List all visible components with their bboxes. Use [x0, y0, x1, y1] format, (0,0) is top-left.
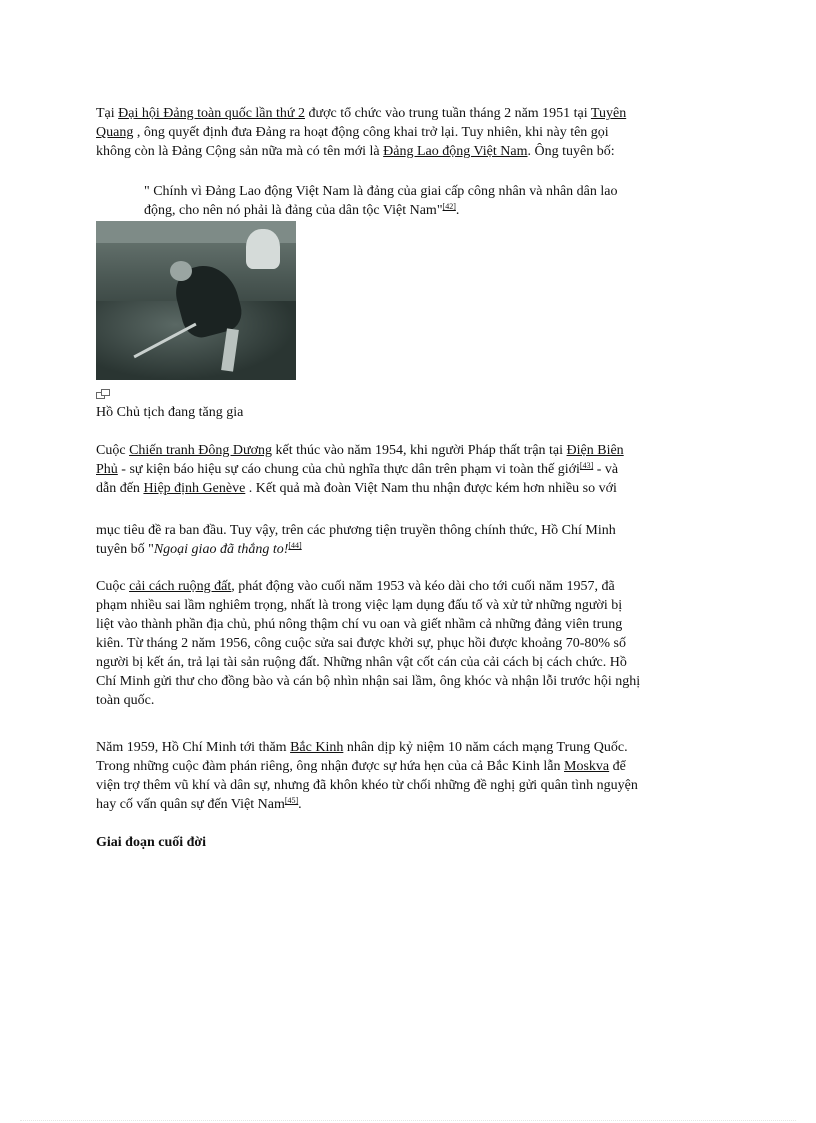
text-line: liệt vào thành phần địa chủ, phú nông thậm chí vu oan và giết nhầm cả những đảng viên trung [96, 617, 623, 632]
paragraph-congress [96, 104, 720, 161]
text-line: Năm 1959, Hồ Chí Minh tới thăm Bắc Kinh nhân dịp kỷ niệm 10 năm cách mạng Trung Quốc. [96, 740, 628, 755]
paragraph-beijing-visit [96, 738, 720, 814]
text-line: dẫn đến Hiệp định Genève . Kết quả mà đoàn Việt Nam thu nhận được kém hơn nhiều so với [96, 481, 617, 496]
enlarge-icon[interactable] [96, 389, 110, 399]
text-line: Chí Minh gửi thư cho đồng bào và cán bộ nhìn nhận sai lầm, ông khóc và nhận lỗi trước hội nghị [96, 674, 641, 689]
quote-block [144, 182, 704, 220]
text-line: Quang , ông quyết định đưa Đảng ra hoạt động công khai trở lại. Tuy nhiên, khi này tên gọi [96, 125, 609, 140]
text-line: tuyên bố "Ngoại giao đã thắng to![44] [96, 541, 302, 557]
text-line: không còn là Đảng Cộng sản nữa mà có tên mới là Đảng Lao động Việt Nam. Ông tuyên bố: [96, 144, 615, 159]
text-line: Trong những cuộc đàm phán riêng, ông nhận được sự hứa hẹn của cả Bắc Kinh lẫn Moskva để [96, 759, 626, 774]
footnote-42[interactable]: [42] [442, 202, 456, 211]
link-dien-bien-phu-cont[interactable]: Phủ [96, 462, 118, 477]
photo-caption: Hồ Chủ tịch đang tăng gia [96, 405, 244, 420]
quote-line: " Chính vì Đảng Lao động Việt Nam là đảng của giai cấp công nhân và nhân dân lao [144, 184, 618, 199]
text-line: kiên. Từ tháng 2 năm 1956, công cuộc sửa sai được khởi sự, phục hồi được khoảng 70-80% số [96, 636, 626, 651]
text-line: viện trợ thêm vũ khí và dân sự, nhưng đã khôn khéo từ chối những đề nghị gửi quân tình nguyện [96, 778, 638, 793]
section-heading: Giai đoạn cuối đời [96, 835, 207, 850]
photo-ho-chu-tich [96, 221, 296, 380]
text-line: mục tiêu đề ra ban đầu. Tuy vậy, trên các phương tiện truyền thông chính thức, Hồ Chí Minh [96, 523, 616, 538]
text-line: toàn quốc. [96, 693, 155, 708]
text-line: Tại Đại hội Đảng toàn quốc lần thứ 2 được tổ chức vào trung tuần tháng 2 năm 1951 tại Tuyên [96, 106, 627, 121]
text-line: hay cố vấn quân sự đến Việt Nam[45]. [96, 796, 302, 812]
link-bac-kinh[interactable]: Bắc Kinh [290, 740, 344, 755]
footnote-44[interactable]: [44] [288, 541, 302, 550]
link-cai-cach-ruong-dat[interactable]: cải cách ruộng đất [129, 579, 232, 594]
page-bottom-rule [20, 1120, 796, 1121]
paragraph-indochina-war [96, 441, 720, 498]
text-line: Cuộc cải cách ruộng đất, phát động vào cuối năm 1953 và kéo dài cho tới cuối năm 1957, đã [96, 579, 615, 594]
link-dien-bien-phu[interactable]: Điện Biên [566, 443, 624, 458]
link-chien-tranh-dong-duong[interactable]: Chiến tranh Đông Dương [129, 443, 272, 458]
link-hiep-dinh-geneve[interactable]: Hiệp định Genève [143, 481, 246, 496]
text-line: người bị kết án, trả lại tài sản ruộng đất. Những nhân vật cốt cán của cải cách bị cách chức. Hồ [96, 655, 627, 670]
text-line: Phủ - sự kiện báo hiệu sự cáo chung của chủ nghĩa thực dân trên phạm vi toàn thế giới[43] - và [96, 461, 619, 477]
link-tuyen-quang[interactable]: Tuyên [590, 106, 627, 121]
text-line: Cuộc Chiến tranh Đông Dương kết thúc vào năm 1954, khi người Pháp thất trận tại Điện Biên [96, 443, 624, 458]
footnote-45[interactable]: [45] [284, 796, 299, 805]
paragraph-land-reform [96, 577, 720, 710]
paragraph-indochina-war-cont [96, 521, 720, 559]
link-dang-lao-dong[interactable]: Đảng Lao động Việt Nam [383, 144, 528, 159]
footnote-43[interactable]: [43] [579, 461, 594, 470]
link-dai-hoi-dang[interactable]: Đại hội Đảng toàn quốc lần thứ 2 [118, 106, 305, 121]
link-moskva[interactable]: Moskva [564, 759, 610, 774]
text-line: phạm nhiều sai lầm nghiêm trọng, nhất là trong việc lạm dụng đấu tố và xử tử những người bị [96, 598, 623, 613]
quote-line: động, cho nên nó phải là đảng của dân tộc Việt Nam"[42]. [144, 202, 460, 218]
link-tuyen-quang-cont[interactable]: Quang [96, 125, 134, 140]
